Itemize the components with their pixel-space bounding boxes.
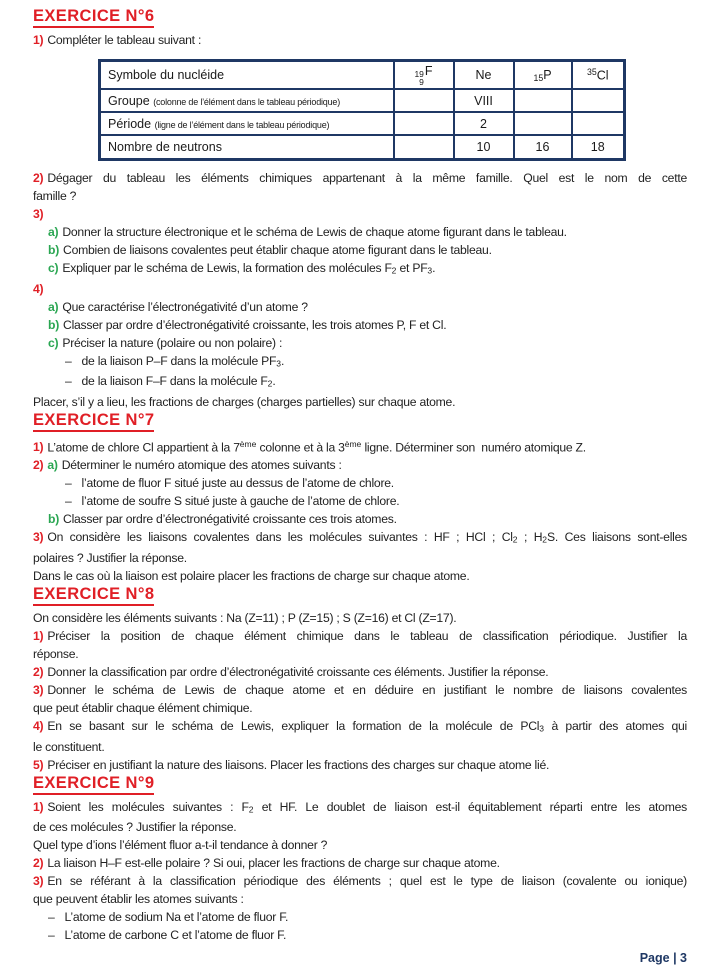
paragraph: 1) Soient les molécules suivantes : $F_2$ et HF. Le doublet de liaison est-il équitablement réparti entre les atomes — [33, 799, 687, 815]
item-marker: 3) — [33, 207, 44, 221]
item-marker: 1) — [33, 799, 44, 814]
paragraph: 3) En se référant à la classification périodique des éléments ; quel est le type de liaison (covalente ou ionique) — [33, 874, 687, 889]
paragraph: b) Classer par ordre d’électronégativité croissante ces trois atomes. — [48, 512, 397, 527]
list-dash-icon: – — [48, 928, 55, 943]
list-item: – L’atome de carbone C et l’atome de fluor F. — [48, 928, 287, 943]
table-cell: 10 — [454, 135, 514, 160]
list-item: – L’atome de sodium Na et l’atome de fluor F. — [48, 910, 289, 925]
paragraph: 1) Préciser la position de chaque élément chimique dans le tableau de classification périodique. Justifier la — [33, 629, 687, 644]
list-dash-icon: – — [65, 494, 72, 509]
table-cell — [572, 112, 625, 135]
item-marker: b) — [48, 512, 60, 527]
paragraph: que peuvent établir les atomes suivants : — [33, 892, 244, 907]
paragraph: 1) L’atome de chlore Cl appartient à la 7ème colonne et à la 3ème ligne. Déterminer son numéro atomique Z. — [33, 439, 586, 455]
table-cell: $^{35}$Cl — [572, 61, 625, 90]
paragraph: le constituent. — [33, 739, 105, 754]
exercise-title: EXERCICE N°9 — [33, 775, 687, 795]
table-cell — [394, 135, 454, 160]
table-row — [100, 61, 625, 90]
row-label: Symbole du nucléide — [100, 61, 394, 90]
table-row — [100, 89, 625, 112]
exercise-title: EXERCICE N°8 — [33, 586, 687, 606]
list-dash-icon: – — [65, 374, 72, 389]
item-marker: 2) — [33, 665, 44, 680]
list-item: – l’atome de soufre S situé juste à gauche de l’atome de chlore. — [65, 494, 400, 509]
exercise-section-8 — [33, 586, 687, 774]
paragraph: Placer, s’il y a lieu, les fractions de charges (charges partielles) sur chaque atome. — [33, 395, 456, 410]
item-marker: 3) — [33, 683, 44, 698]
paragraph: b) Combien de liaisons covalentes peut établir chaque atome figurant dans le tableau. — [48, 243, 492, 257]
item-marker: c) — [48, 261, 59, 275]
item-marker: a) — [47, 458, 58, 473]
footer-page-number: Page | 3 — [639, 951, 687, 965]
paragraph: que peut établir chaque élément chimique. — [33, 701, 253, 716]
table-cell: 18 — [572, 135, 625, 160]
paragraph: 1) Compléter le tableau suivant : — [33, 33, 202, 47]
paragraph: 2) Donner la classification par ordre d’électronégativité croissante ces éléments. Justifier la réponse. — [33, 665, 549, 680]
exercise-section-7 — [33, 412, 687, 585]
row-label: Nombre de neutrons — [100, 135, 394, 160]
table-row — [100, 135, 625, 160]
paragraph: 3) Donner le schéma de Lewis de chaque atome et en déduire en justifiant le nombre de liaisons covalentes — [33, 683, 687, 698]
row-label: Période (ligne de l’élément dans le tableau périodique) — [100, 112, 394, 135]
table-cell: 2 — [454, 112, 514, 135]
row-label: Groupe (colonne de l’élément dans le tableau périodique) — [100, 89, 394, 112]
list-dash-icon: – — [65, 476, 72, 491]
paragraph: 2) a) Déterminer le numéro atomique des atomes suivants : — [33, 458, 342, 473]
table-cell: Ne — [454, 61, 514, 90]
paragraph: b) Classer par ordre d’électronégativité croissante, les trois atomes P, F et Cl. — [48, 317, 447, 332]
item-marker: 1) — [33, 629, 44, 644]
paragraph: c) Préciser la nature (polaire ou non polaire) : — [48, 335, 283, 350]
table-cell — [572, 89, 625, 112]
paragraph: réponse. — [33, 647, 79, 662]
exercise-title: EXERCICE N°7 — [33, 412, 687, 432]
paragraph: 4) En se basant sur le schéma de Lewis, expliquer la formation de la molécule de PCl$_3$ à partir des atomes qui — [33, 719, 687, 734]
list-item: – de la liaison P–F dans la molécule $PF_3$. — [65, 353, 285, 369]
nuclide-mass-number-stack: 19 9 — [414, 69, 424, 87]
item-marker: 5) — [33, 757, 44, 772]
item-marker: b) — [48, 317, 60, 332]
table-cell — [394, 112, 454, 135]
paragraph: a) Que caractérise l’électronégativité d’un atome ? — [48, 299, 308, 314]
table-row — [100, 112, 625, 135]
list-dash-icon: – — [48, 910, 55, 925]
table-cell — [394, 89, 454, 112]
item-marker: 3) — [33, 530, 44, 545]
item-marker: 2) — [33, 856, 44, 871]
paragraph: Quel type d’ions l’élément fluor a-t-il tendance à donner ? — [33, 838, 328, 853]
table-cell: VIII — [454, 89, 514, 112]
paragraph: 2) La liaison H–F est-elle polaire ? Si oui, placer les fractions de charge sur chaque atome. — [33, 856, 500, 871]
item-marker: 4) — [33, 281, 44, 296]
paragraph: polaires ? Justifier la réponse. — [33, 551, 187, 566]
list-item: – l’atome de fluor F situé juste au dessus de l’atome de chlore. — [65, 476, 394, 491]
list-dash-icon: – — [65, 353, 72, 368]
table-cell — [514, 112, 572, 135]
table-cell: 16 — [514, 135, 572, 160]
paragraph: de ces molécules ? Justifier la réponse. — [33, 820, 237, 835]
item-marker: 1) — [33, 440, 44, 455]
paragraph — [33, 205, 687, 223]
item-marker: 1) — [33, 33, 44, 47]
paragraph: a) Donner la structure électronique et le schéma de Lewis de chaque atome figurant dans le tableau. — [48, 225, 567, 239]
paragraph: 5) Préciser en justifiant la nature des liaisons. Placer les fractions des charges sur chaque atome lié. — [33, 757, 550, 772]
item-marker: 2) — [33, 171, 44, 185]
item-marker: 4) — [33, 719, 44, 734]
table-cell: 19 9 F — [394, 61, 454, 90]
item-marker: 3) — [33, 874, 44, 889]
table-cell: $_{15}$P — [514, 61, 572, 90]
item-marker: 2) — [33, 458, 44, 473]
exercise-section-9 — [33, 775, 687, 945]
paragraph: 2) Dégager du tableau les éléments chimiques appartenant à la même famille. Quel est le nom de cette — [33, 171, 687, 185]
paragraph: On considère les éléments suivants : Na (Z=11) ; P (Z=15) ; S (Z=16) et Cl (Z=17). — [33, 611, 457, 626]
item-marker: b) — [48, 243, 60, 257]
item-marker: a) — [48, 299, 59, 314]
exercise-title: EXERCICE N°6 — [33, 8, 687, 28]
paragraph: Dans le cas où la liaison est polaire placer les fractions de charge sur chaque atome. — [33, 569, 470, 584]
paragraph — [33, 280, 687, 298]
nuclide-table — [98, 59, 626, 161]
paragraph: famille ? — [33, 189, 77, 203]
paragraph: c) Expliquer par le schéma de Lewis, la formation des molécules $F_2$ et $PF_3$. — [48, 261, 436, 276]
item-marker: a) — [48, 225, 59, 239]
exercise-section-6 — [33, 8, 687, 411]
table-cell — [514, 89, 572, 112]
item-marker: c) — [48, 335, 59, 350]
paragraph: 3) On considère les liaisons covalentes dans les molécules suivantes : HF ; HCl ; $Cl_2$ ; $H_2S$. Ces liaisons sont-elles — [33, 530, 687, 546]
list-item: – de la liaison F–F dans la molécule $F_2$. — [65, 374, 276, 390]
